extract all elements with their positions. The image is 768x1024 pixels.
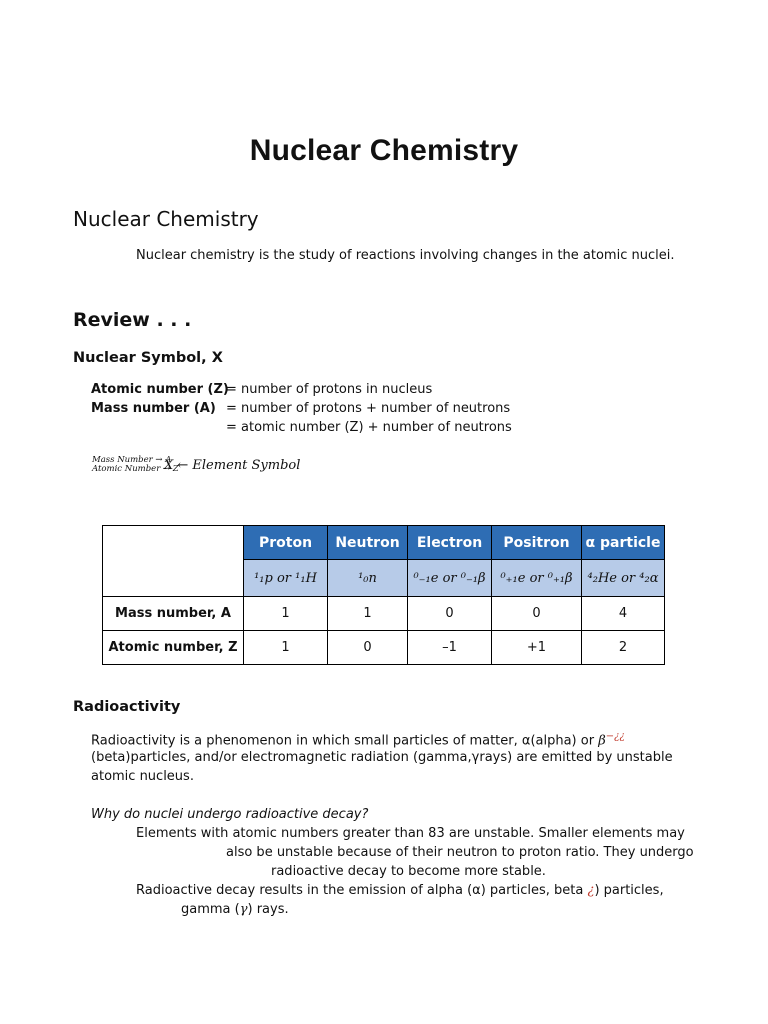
radioactivity-heading: Radioactivity bbox=[73, 699, 181, 715]
mass-number-label: Mass Number → A bbox=[92, 455, 172, 465]
beta-superscript: −¿¿ bbox=[605, 731, 625, 742]
table-symbol-cell: ⁰₊₁e or ⁰₊₁β bbox=[492, 560, 582, 597]
intro-text: Nuclear chemistry is the study of reactions involving changes in the atomic nuclei. bbox=[136, 248, 675, 263]
decay-answer-4-text: Radioactive decay results in the emission of alpha (α) particles, beta bbox=[136, 883, 588, 898]
beta-symbol: β bbox=[598, 733, 606, 749]
review-heading: Review . . . bbox=[73, 309, 192, 331]
table-cell: 0 bbox=[492, 597, 582, 631]
table-row bbox=[103, 597, 665, 631]
table-header-row bbox=[103, 526, 665, 560]
table-row-label: Mass number, A bbox=[103, 597, 244, 631]
element-symbol-formula: X ← Element Symbol bbox=[164, 458, 301, 473]
table-header-cell: Neutron bbox=[328, 526, 408, 560]
table-cell: 1 bbox=[244, 597, 328, 631]
table-symbol-cell: ⁴₂He or ⁴₂α bbox=[582, 560, 665, 597]
radioactivity-line-2: (beta)particles, and/or electromagnetic radiation (gamma,γrays) are emitted by unstable bbox=[91, 750, 673, 765]
table-row bbox=[103, 631, 665, 665]
table-cell: 4 bbox=[582, 597, 665, 631]
decay-question: Why do nuclei undergo radioactive decay? bbox=[91, 807, 369, 822]
table-header-cell: Electron bbox=[408, 526, 492, 560]
def-mass-number: = number of protons + number of neutrons bbox=[226, 401, 511, 416]
section-heading: Nuclear Chemistry bbox=[73, 207, 259, 231]
table-symbol-cell: ¹₀n bbox=[328, 560, 408, 597]
table-header-cell: Proton bbox=[244, 526, 328, 560]
particle-table bbox=[102, 525, 665, 665]
decay-answer-2: also be unstable because of their neutron to proton ratio. They undergo bbox=[226, 845, 694, 860]
radioactivity-line-1 bbox=[91, 731, 625, 748]
radioactivity-line-1-text: Radioactivity is a phenomenon in which small particles of matter, α(alpha) or bbox=[91, 733, 599, 749]
beta-glyph: ¿ bbox=[587, 883, 595, 898]
def-mass-number-alt: = atomic number (Z) + number of neutrons bbox=[226, 420, 512, 435]
table-cell: +1 bbox=[492, 631, 582, 665]
decay-answer-4 bbox=[136, 883, 664, 898]
table-cell: 0 bbox=[408, 597, 492, 631]
table-header-cell: α particle bbox=[582, 526, 665, 560]
table-corner-cell bbox=[103, 526, 244, 597]
table-cell: 1 bbox=[328, 597, 408, 631]
radioactivity-line-3: atomic nucleus. bbox=[91, 769, 194, 784]
decay-answer-5-end: ) rays. bbox=[247, 902, 289, 917]
term-mass-number: Mass number (A) bbox=[91, 401, 216, 416]
def-atomic-number: = number of protons in nucleus bbox=[226, 382, 433, 397]
page-title: Nuclear Chemistry bbox=[249, 134, 519, 167]
term-atomic-number: Atomic number (Z) bbox=[91, 382, 229, 397]
gamma-symbol: γ bbox=[239, 902, 248, 917]
decay-answer-5 bbox=[181, 902, 289, 917]
decay-answer-5-text: gamma ( bbox=[181, 902, 240, 917]
table-row-label: Atomic number, Z bbox=[103, 631, 244, 665]
decay-answer-1: Elements with atomic numbers greater than 83 are unstable. Smaller elements may bbox=[136, 826, 685, 841]
nuclear-symbol-heading: Nuclear Symbol, X bbox=[73, 350, 223, 366]
table-header-cell: Positron bbox=[492, 526, 582, 560]
decay-answer-4-end: ) particles, bbox=[594, 883, 664, 898]
table-cell: 0 bbox=[328, 631, 408, 665]
atomic-number-label: Atomic Number → Z bbox=[92, 464, 179, 474]
table-symbol-cell: ¹₁p or ¹₁H bbox=[244, 560, 328, 597]
table-cell: 2 bbox=[582, 631, 665, 665]
table-symbol-cell: ⁰₋₁e or ⁰₋₁β bbox=[408, 560, 492, 597]
table-cell: –1 bbox=[408, 631, 492, 665]
decay-answer-3: radioactive decay to become more stable. bbox=[271, 864, 546, 879]
table-cell: 1 bbox=[244, 631, 328, 665]
